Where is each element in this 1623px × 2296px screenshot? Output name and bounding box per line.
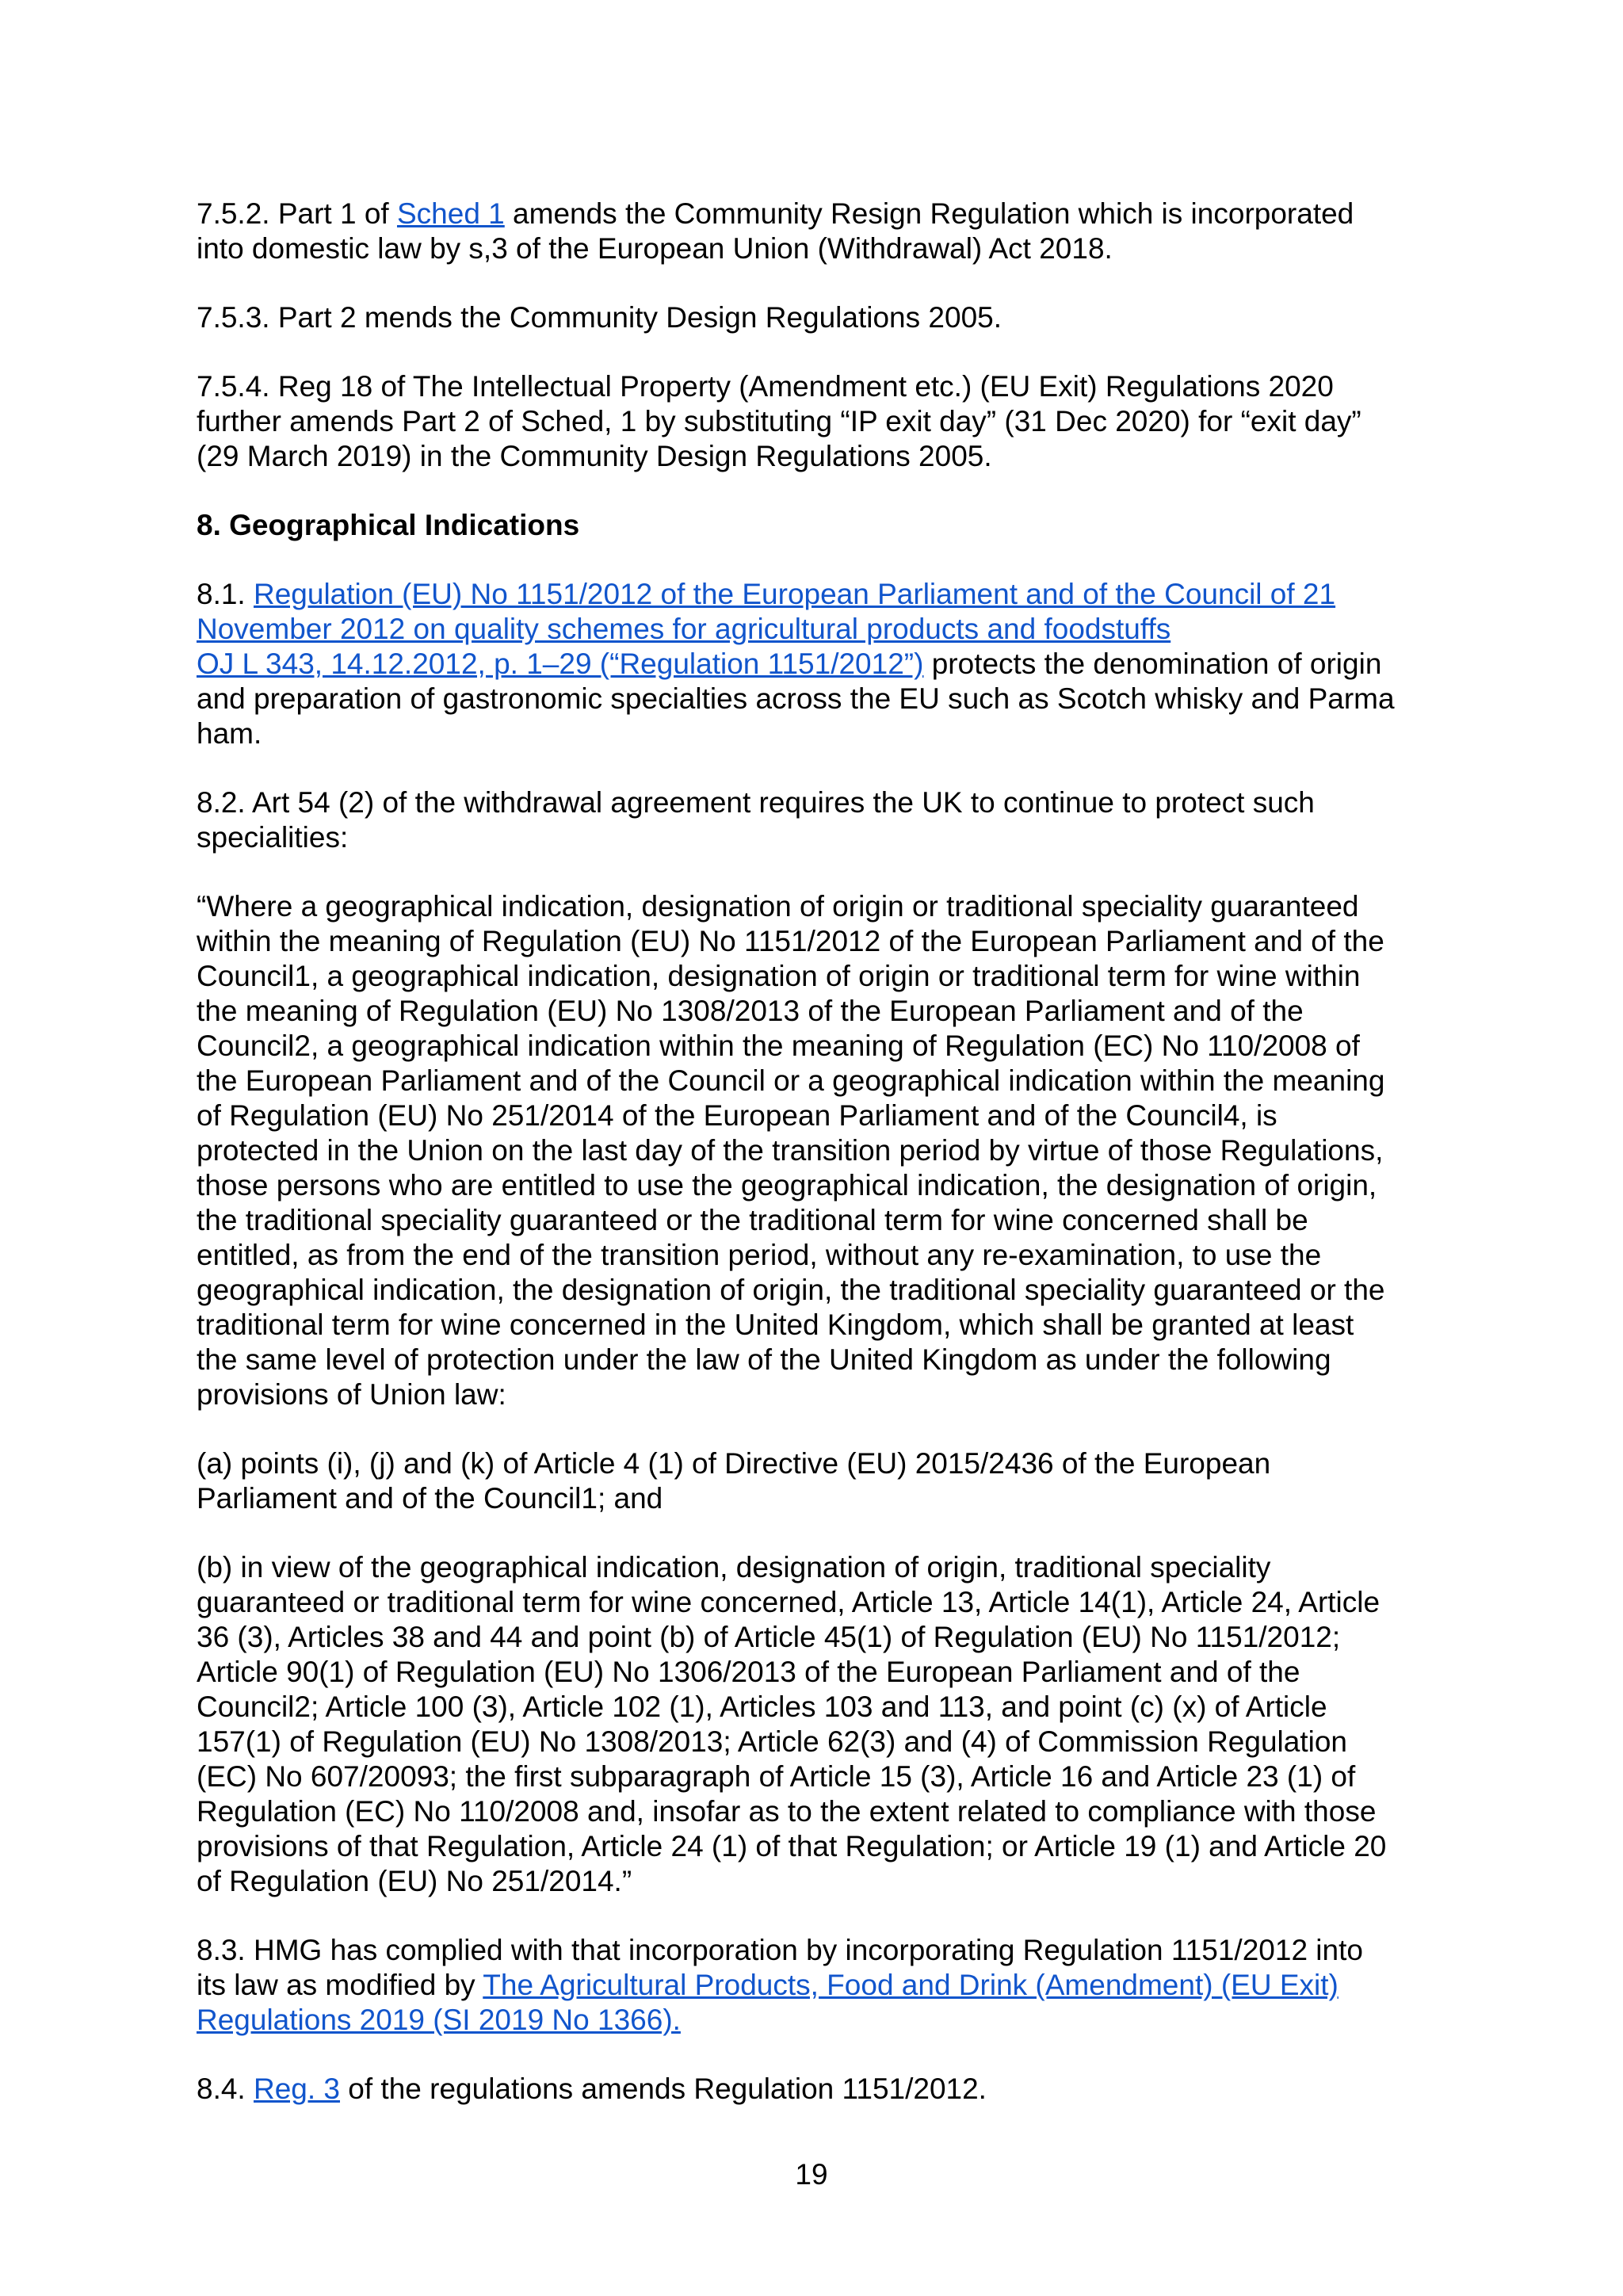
link-sched-1[interactable]: Sched 1 — [396, 197, 505, 230]
link-regulation-1151-2012[interactable]: Regulation (EU) No 1151/2012 of the European Parliament and of the Council of 21 November 2012 on quality schemes for agricultural products and foodstuffs OJ L 343, 14.12.2012, p. 1–29 (“Regulation 1151/2012”) — [197, 578, 1336, 680]
section-heading-8 — [197, 508, 1449, 543]
text-run: of the regulations amends Regulation 1151/2012. — [340, 2073, 987, 2105]
text-run: “Where a geographical indication, designation of origin or traditional speciality guaranteed within the meaning of Regulation (EU) No 1151/2012 of the European Parliament and of the Council1, a geographical indication, designation of origin or traditional term for wine within the meaning of Regulation (EU) No 1308/2013 of the European Parliament and of the Council2, a geographical indication within the meaning of Regulation (EC) No 110/2008 of the European Parliament and of the Council or a geographical indication within the meaning of Regulation (EU) No 251/2014 of the European Parliament and of the Council4, is protected in the Union on the last day of the transition period by virtue of those Regulations, those persons who are entitled to use the geographical indication, the designation of origin, the traditional speciality guaranteed or the traditional term for wine concerned shall be entitled, as from the end of the transition period, without any re-examination, to use the geographical indication, the designation of origin, the traditional speciality guaranteed or the traditional term for wine concerned in the United Kingdom, which shall be granted at least the same level of protection under the law of the United Kingdom as under the following provisions of Union law: — [197, 890, 1385, 1411]
text-run: amends the Community Resign Regulation which is incorporated into domestic law by s,3 of the European Union (Withdrawal) Act 2018. — [197, 197, 1354, 265]
text-run: 8.3. HMG has complied with that incorporation by incorporating Regulation 1151/2012 into its law as modified by — [197, 1934, 1363, 2001]
text-run: 7.5.3. Part 2 mends the Community Design Regulations 2005. — [197, 301, 1002, 334]
text-run: 7.5.4. Reg 18 of The Intellectual Property (Amendment etc.) (EU Exit) Regulations 2020 further amends Part 2 of Sched, 1 by substituting “IP exit day” (31 Dec 2020) for “exit day” (29 March 2019) in the Community Design Regulations 2005. — [197, 370, 1361, 472]
paragraph-8-4 — [197, 2072, 1449, 2107]
text-run: protects the denomination of origin and preparation of gastronomic specialties across the EU such as Scotch whisky and Parma ham. — [197, 648, 1395, 750]
text-run: 8.1. — [197, 578, 254, 610]
quoted-provision — [197, 889, 1449, 1412]
link-reg-3[interactable]: Reg. 3 — [254, 2073, 341, 2105]
quoted-point-a — [197, 1446, 1449, 1516]
text-run: 8.4. — [197, 2073, 254, 2105]
paragraph-7-5-3 — [197, 300, 1449, 335]
document-body — [197, 197, 1449, 2141]
paragraph-8-3 — [197, 1933, 1449, 2038]
paragraph-7-5-4 — [197, 369, 1449, 474]
paragraph-8-1 — [197, 577, 1449, 751]
text-run: 8. Geographical Indications — [197, 509, 580, 541]
text-run: 7.5.2. Part 1 of — [197, 197, 397, 230]
link-si-2019-1366[interactable]: The Agricultural Products, Food and Drink (Amendment) (EU Exit) Regulations 2019 (SI 2019 No 1366). — [197, 1969, 1338, 2036]
text-run: (a) points (i), (j) and (k) of Article 4 (1) of Directive (EU) 2015/2436 of the European Parliament and of the Council1; and — [197, 1447, 1271, 1515]
text-run: (b) in view of the geographical indication, designation of origin, traditional speciality guaranteed or traditional term for wine concerned, Article 13, Article 14(1), Article 24, Article 36 (3), Articles 38 and 44 and point (b) of Article 45(1) of Regulation (EU) No 1151/2012; Article 90(1) of Regulation (EU) No 1306/2013 of the European Parliament and of the Council2; Article 100 (3), Article 102 (1), Articles 103 and 113, and point (c) (x) of Article 157(1) of Regulation (EU) No 1308/2013; Article 62(3) and (4) of Commission Regulation (EC) No 607/20093; the first subparagraph of Article 15 (3), Article 16 and Article 23 (1) of Regulation (EC) No 110/2008 and, insofar as to the extent related to compliance with those provisions of that Regulation, Article 24 (1) of that Regulation; or Article 19 (1) and Article 20 of Regulation (EU) No 251/2014.” — [197, 1551, 1387, 1897]
text-run: 8.2. Art 54 (2) of the withdrawal agreement requires the UK to continue to protect such specialities: — [197, 786, 1315, 854]
paragraph-8-2 — [197, 785, 1449, 855]
paragraph-7-5-2 — [197, 197, 1449, 266]
quoted-point-b — [197, 1550, 1449, 1899]
page-number: 19 — [795, 2158, 828, 2191]
